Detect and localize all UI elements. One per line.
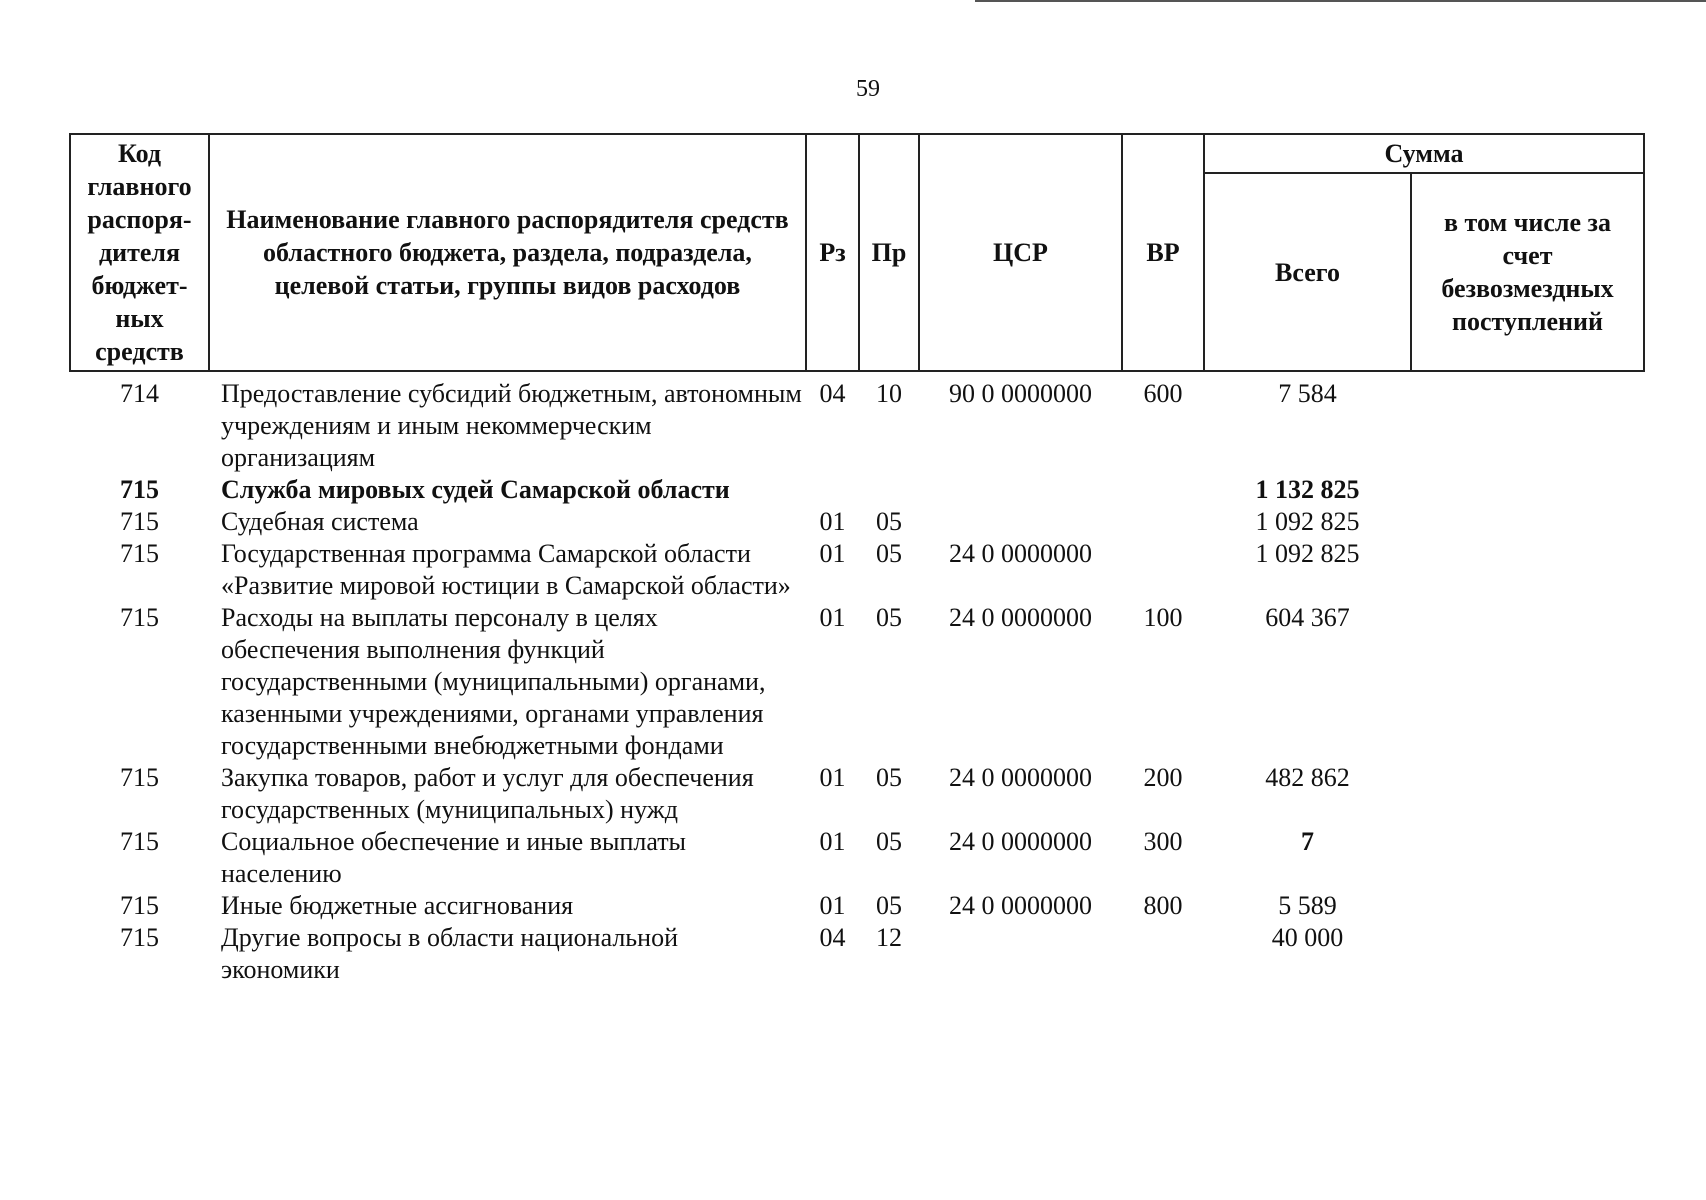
budget-table	[69, 133, 1645, 986]
cell-vr	[1122, 922, 1204, 986]
cell-total: 1 132 825	[1255, 475, 1360, 504]
table-row	[70, 922, 1644, 986]
cell-pr	[859, 474, 919, 506]
page-number: 59	[856, 76, 880, 102]
cell-pr: 05	[876, 891, 902, 920]
cell-code: 715	[120, 923, 159, 952]
cell-rz: 01	[819, 507, 846, 536]
cell-free	[1411, 602, 1644, 762]
header-code: Код главного распоря-дителя бюджет-ных средств	[70, 134, 209, 371]
cell-csr	[919, 922, 1122, 986]
cell-vr: 200	[1143, 763, 1183, 792]
cell-free	[1411, 826, 1644, 890]
cell-total: 7	[1301, 827, 1314, 856]
cell-vr	[1122, 538, 1204, 602]
cell-name: Социальное обеспечение и иные выплаты населению	[221, 827, 687, 888]
cell-pr: 05	[876, 827, 902, 856]
cell-total: 1 092 825	[1255, 539, 1360, 568]
cell-rz: 01	[819, 763, 846, 792]
cell-csr: 24 0 0000000	[949, 763, 1092, 792]
cell-vr: 800	[1143, 891, 1183, 920]
table-row	[70, 890, 1644, 922]
table-row	[70, 762, 1644, 826]
header-free-receipts: в том числе за счет безвозмездных поступлений	[1411, 173, 1644, 371]
cell-code: 715	[120, 507, 159, 536]
cell-vr	[1122, 506, 1204, 538]
table-row	[70, 538, 1644, 602]
cell-total: 1 092 825	[1255, 507, 1360, 536]
cell-free	[1411, 762, 1644, 826]
cell-rz: 04	[819, 379, 846, 408]
cell-free	[1411, 890, 1644, 922]
cell-csr: 90 0 0000000	[949, 379, 1092, 408]
cell-pr: 05	[876, 603, 902, 632]
cell-rz	[806, 474, 859, 506]
cell-free	[1411, 474, 1644, 506]
cell-csr: 24 0 0000000	[949, 539, 1092, 568]
cell-free	[1411, 506, 1644, 538]
header-total: Всего	[1204, 173, 1411, 371]
cell-total: 604 367	[1265, 603, 1350, 632]
cell-name: Закупка товаров, работ и услуг для обеспечения государственных (муниципальных) нужд	[221, 763, 754, 824]
cell-rz: 01	[819, 827, 846, 856]
cell-vr: 300	[1143, 827, 1183, 856]
cell-pr: 10	[876, 379, 902, 408]
header-rz: Рз	[806, 134, 859, 371]
cell-code: 715	[120, 763, 159, 792]
cell-pr: 05	[876, 763, 902, 792]
cell-rz: 01	[819, 891, 846, 920]
cell-free	[1411, 371, 1644, 474]
table-row	[70, 602, 1644, 762]
cell-code: 715	[120, 539, 159, 568]
cell-vr	[1122, 474, 1204, 506]
header-name: Наименование главного распорядителя средств областного бюджета, раздела, подраздела, целевой статьи, группы видов расходов	[209, 134, 806, 371]
header-vr: ВР	[1122, 134, 1204, 371]
cell-name: Другие вопросы в области национальной экономики	[221, 923, 678, 984]
table-body	[70, 371, 1644, 986]
table-row	[70, 506, 1644, 538]
cell-name: Расходы на выплаты персоналу в целях обеспечения выполнения функций государственными (муниципальными) органами, казенными учреждениями, органами управления государственными внебюджетными фондами	[221, 603, 766, 760]
cell-total: 7 584	[1278, 379, 1337, 408]
cell-code: 715	[120, 475, 159, 504]
cell-name: Служба мировых судей Самарской области	[221, 475, 730, 504]
cell-csr: 24 0 0000000	[949, 603, 1092, 632]
cell-csr: 24 0 0000000	[949, 827, 1092, 856]
cell-free	[1411, 922, 1644, 986]
table-row	[70, 826, 1644, 890]
cell-vr: 600	[1143, 379, 1183, 408]
table-header	[70, 134, 1644, 371]
cell-rz: 04	[819, 923, 846, 952]
cell-rz: 01	[819, 603, 846, 632]
cell-vr: 100	[1143, 603, 1183, 632]
cell-total: 482 862	[1265, 763, 1350, 792]
cell-csr	[919, 506, 1122, 538]
header-sum: Сумма	[1204, 134, 1644, 173]
cell-name: Судебная система	[221, 507, 419, 536]
cell-code: 715	[120, 891, 159, 920]
header-csr: ЦСР	[919, 134, 1122, 371]
cell-name: Государственная программа Самарской области «Развитие мировой юстиции в Самарской области»	[221, 539, 791, 600]
cell-name: Иные бюджетные ассигнования	[221, 891, 574, 920]
cell-code: 714	[120, 379, 159, 408]
cell-csr: 24 0 0000000	[949, 891, 1092, 920]
cell-code: 715	[120, 827, 159, 856]
cell-rz: 01	[819, 539, 846, 568]
cell-csr	[919, 474, 1122, 506]
cell-total: 5 589	[1278, 891, 1337, 920]
cell-name: Предоставление субсидий бюджетным, автономным учреждениям и иным некоммерческим организациям	[221, 379, 802, 472]
cell-pr: 05	[876, 507, 902, 536]
cell-pr: 12	[876, 923, 902, 952]
table-row	[70, 371, 1644, 474]
cell-pr: 05	[876, 539, 902, 568]
cell-code: 715	[120, 603, 159, 632]
scan-border-line	[975, 0, 1706, 2]
table-row	[70, 474, 1644, 506]
cell-free	[1411, 538, 1644, 602]
cell-total: 40 000	[1271, 923, 1344, 952]
header-pr: Пр	[859, 134, 919, 371]
